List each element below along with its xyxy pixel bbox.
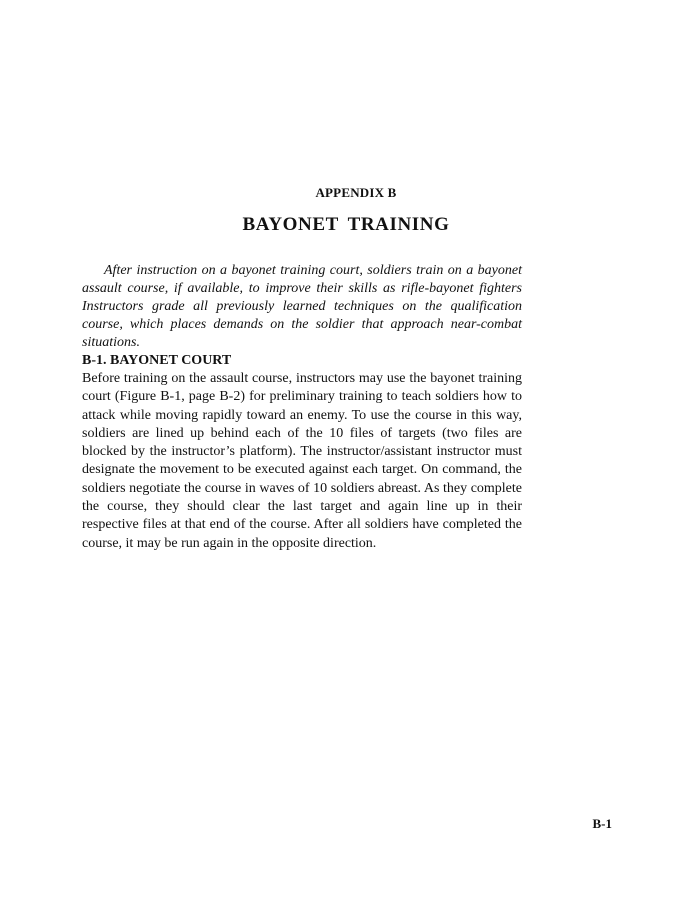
intro-paragraph: After instruction on a bayonet training court, soldiers train on a bayonet assault course, if available, to improve their skills as rifle-bayonet fighters Instructors grade all previously learned techniques on the qualification course, which places demands on the soldier that approach near-combat situations.: [82, 263, 522, 350]
appendix-label: APPENDIX B: [315, 185, 397, 200]
section-heading: B-1. BAYONET COURT: [82, 353, 232, 368]
page-number: B-1: [592, 816, 612, 831]
page-title: BAYONET TRAINING: [242, 214, 450, 235]
section-body: Before training on the assault course, instructors may use the bayonet training court (Figure B-1, page B-2) for preliminary training to teach soldiers how to attack while moving rapidly toward an enemy. To use the course in this way, soldiers are lined up behind each of the 10 files of targets (two files are blocked by the instructor’s platform). The instructor/assistant instructor must designate the movement to be executed against each target. On command, the soldiers negotiate the course in waves of 10 soldiers abreast. As they complete the course, they should clear the last target and again line up in their respective files at that end of the course. After all soldiers have completed the course, it may be run again in the opposite direction.: [82, 371, 522, 551]
